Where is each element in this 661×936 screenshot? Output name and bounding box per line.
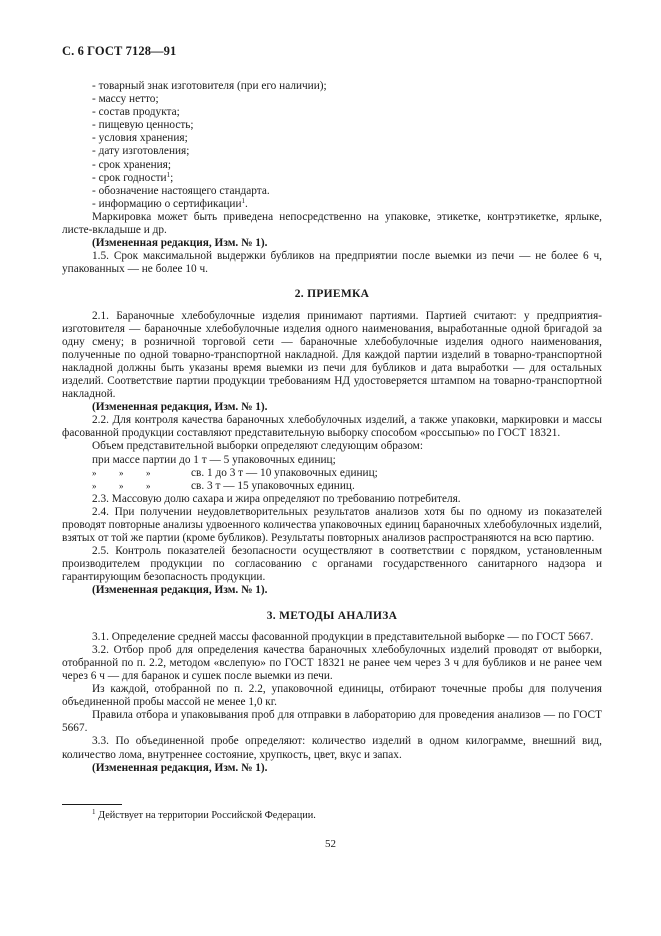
footnote-ref[interactable]: 1 (166, 170, 171, 179)
paragraph-2-4: 2.4. При получении неудовлетворительных результатов анализов хотя бы по одному из показателей проводят повторные анализы удвоенного количества упаковочных единиц бараночных хлебобулочных изделий, взятых от той же партии (кроме бубликов). Результаты повторных анализов распространяются на всю партию. (62, 505, 602, 545)
sample-row (62, 480, 602, 493)
paragraph-2-2: 2.2. Для контроля качества бараночных хлебобулочных изделий, а также упаковки, маркировки и массы фасованной продукции составляют представительную выборку способом «россыпью» по ГОСТ 18321. (62, 414, 602, 440)
paragraph-1-5: 1.5. Срок максимальной выдержки бубликов на предприятии после выемки из печи — не более 6 ч, упакованных — не более 10 ч. (62, 250, 602, 276)
list-item: - условия хранения; (92, 132, 188, 145)
ditto-mark: » (92, 480, 97, 491)
paragraph-3-1: 3.1. Определение средней массы фасованной продукции в представительной выборке — по ГОСТ 5667. (92, 630, 594, 643)
ditto-mark: » (119, 467, 124, 478)
sample-intro: Объем представительной выборки определяют следующим образом: (92, 440, 423, 453)
footnote-text: Действует на территории Российской Федерации. (98, 810, 316, 821)
document-body (62, 80, 602, 775)
paragraph-2-3: 2.3. Массовую долю сахара и жира определяют по требованию потребителя. (92, 492, 461, 505)
list-item: - обозначение настоящего стандарта. (92, 184, 270, 197)
list-item: - пищевую ценность; (92, 119, 194, 132)
footnote-mark: 1 (92, 808, 96, 816)
list-item: - товарный знак изготовителя (при его наличии); (92, 80, 327, 92)
list-item (62, 198, 602, 211)
page-number: 52 (325, 838, 336, 850)
footnote (92, 809, 316, 822)
paragraph-2-1: 2.1. Бараночные хлебобулочные изделия принимают партиями. Партией считают: у предприятия-изготовителя — бараночные хлебобулочные изделия одного наименования, выработанные одной бригадой за одну смену; в розничной торговой сети — бараночные хлебобулочные изделия одного наименования, полученные по одной товарно-транспортной накладной. Для каждой партии изделий в товарно-транспортной накладной должны быть указаны время выемки из печи для бубликов и дата выработки — для остальных изделий. Соответствие партии продукции требованиям НД удостоверяется штампом на товарно-транспортной накладной. (62, 309, 602, 401)
paragraph-3-2-rules: Правила отбора и упаковывания проб для отправки в лабораторию для проведения анализов — по ГОСТ 5667. (62, 709, 602, 735)
amendment-note: (Измененная редакция, Изм. № 1). (92, 401, 268, 414)
list-item-text: - информацию о сертификации (92, 197, 242, 210)
sample-row-text: св. 1 до 3 т — 10 упаковочных единиц; (191, 466, 378, 479)
amendment-note: (Измененная редакция, Изм. № 1). (92, 761, 268, 774)
list-item (62, 172, 602, 185)
list-item-text: - срок годности (92, 171, 167, 184)
footnote-ref[interactable]: 1 (241, 196, 246, 205)
sample-row (62, 467, 602, 480)
amendment-note: (Измененная редакция, Изм. № 1). (92, 237, 268, 250)
list-item: - дату изготовления; (92, 145, 190, 158)
ditto-mark: » (92, 467, 97, 478)
list-item: - массу нетто; (92, 93, 159, 106)
sample-row: при массе партии до 1 т — 5 упаковочных единиц; (92, 453, 336, 466)
sample-row-text: св. 3 т — 15 упаковочных единиц. (191, 479, 355, 492)
punctuation: . (245, 197, 248, 210)
footnote-divider (62, 804, 122, 805)
paragraph-3-2-sampling: Из каждой, отобранной по п. 2.2, упаковочной единицы, отбирают точечные пробы для получения объединенной пробы массой не менее 1,0 кг. (62, 683, 602, 709)
paragraph-3-3: 3.3. По объединенной пробе определяют: количество изделий в одном килограмме, внешний вид, количество лома, внутреннее состояние, хрупкость, цвет, вкус и запах. (62, 735, 602, 761)
punctuation: ; (170, 171, 174, 184)
amendment-note: (Измененная редакция, Изм. № 1). (92, 584, 268, 597)
paragraph-3-2: 3.2. Отбор проб для определения качества бараночных хлебобулочных изделий проводят от выборки, отобранной по п. 2.2, методом «вслепую» по ГОСТ 18321 не ранее чем через 3 ч для бубликов и не ранее чем через 6 ч — для баранок и сушек после выемки из печи. (62, 643, 602, 682)
marking-paragraph: Маркировка может быть приведена непосредственно на упаковке, этикетке, контрэтикетке, ярлыке, листе-вкладыше и др. (62, 210, 602, 237)
marking-list (62, 80, 602, 211)
page-header: С. 6 ГОСТ 7128—91 (62, 44, 177, 58)
section-title-methods: 3. МЕТОДЫ АНАЛИЗА (266, 609, 398, 622)
list-item: - состав продукта; (92, 106, 180, 119)
ditto-mark: » (146, 467, 151, 478)
section-title-acceptance: 2. ПРИЕМКА (294, 288, 370, 301)
list-item: - срок хранения; (92, 158, 172, 171)
paragraph-2-5: 2.5. Контроль показателей безопасности осуществляют в соответствии с порядком, установленным производителем продукции по согласованию с органами государственного санитарного надзора и гарантирующим безопасность продукции. (62, 545, 602, 584)
ditto-mark: » (119, 480, 124, 491)
ditto-mark: » (146, 480, 151, 491)
